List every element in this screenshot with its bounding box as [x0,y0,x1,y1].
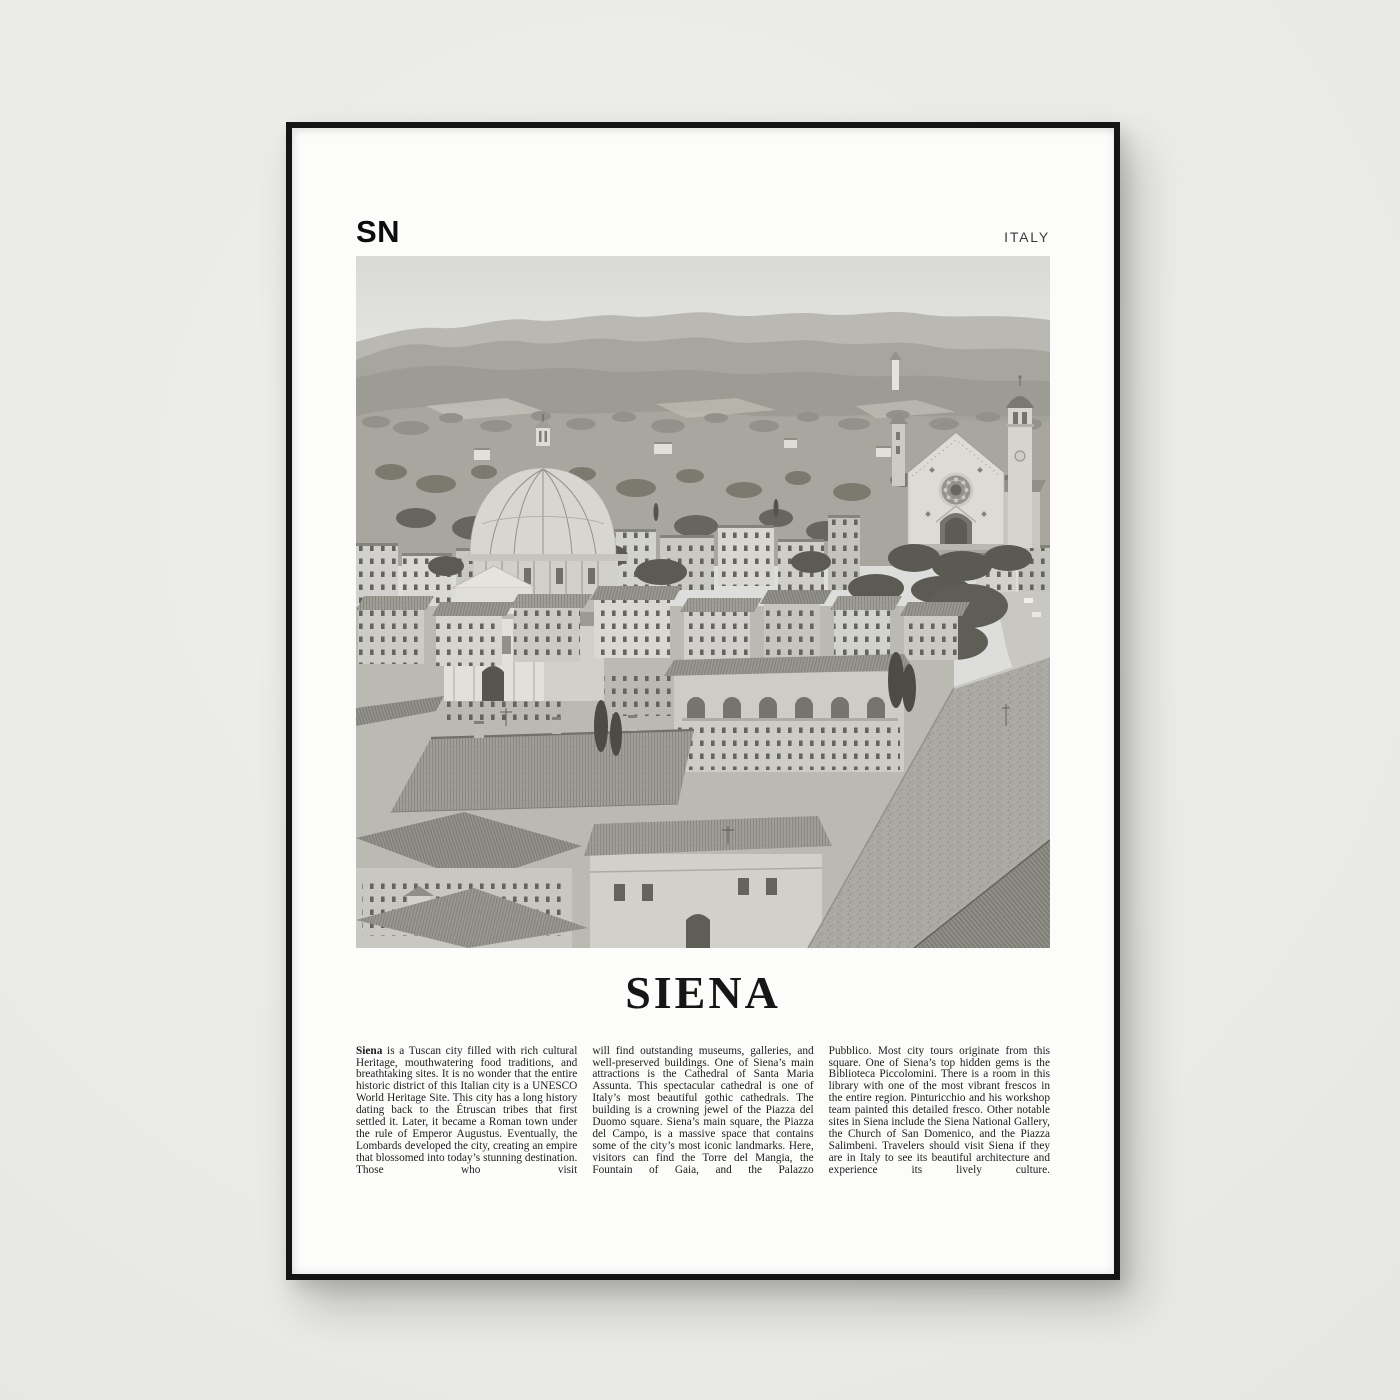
body-column-1 [356,1046,577,1177]
picture-frame [286,122,1120,1280]
poster-header [356,216,1050,247]
body-lead-word: Siena [356,1044,383,1057]
city-code-label: SN [356,214,401,249]
photo-matte-overlay [356,256,1050,948]
body-columns [356,1034,1050,1188]
siena-travel-poster [292,128,1114,1274]
poster-title: SIENA [625,967,781,1018]
country-label: ITALY [1004,229,1050,245]
body-column-1-text: is a Tuscan city filled with rich cultural Heritage, mouthwatering food traditions, and breathtaking sites. It is no wonder that the entire historic district of this Italian city is a UNESCO World Heritage Site. This city has a long history dating back to the Étruscan tribes that first settled it. Later, it became a Roman town under the rule of Emperor Augustus. Eventually, the Lombards developed the city, creating an empire that blossomed into today’s stunning destination. Those who visit [356,1044,578,1176]
siena-cityscape-photo [356,256,1050,948]
body-column-3: Pubblico. Most city tours originate from this square. One of Siena’s top hidden gems is the Biblioteca Piccolomini. There is a room in this library with one of the most vibrant frescos in the entire region. Pinturicchio and his workshop team painted this detailed fresco. Other notable sites in Siena include the Siena National Gallery, the Church of San Domenico, and the Piazza Salimbeni. Travelers should visit Siena if they are in Italy to see its beautiful architecture and experience its lively culture. [828,1044,1050,1176]
body-column-2: will find outstanding museums, galleries, and well-preserved buildings. One of Siena’s main attractions is the Cathedral of Santa Maria Assunta. This spectacular cathedral is one of Italy’s most beautiful gothic cathedrals. The building is a crowning jewel of the Piazza del Duomo square. Siena’s main square, the Piazza del Campo, is a massive space that contains some of the city’s most iconic landmarks. Here, visitors can find the Torre del Mangia, the Fountain of Gaia, and the Palazzo [592,1044,814,1176]
